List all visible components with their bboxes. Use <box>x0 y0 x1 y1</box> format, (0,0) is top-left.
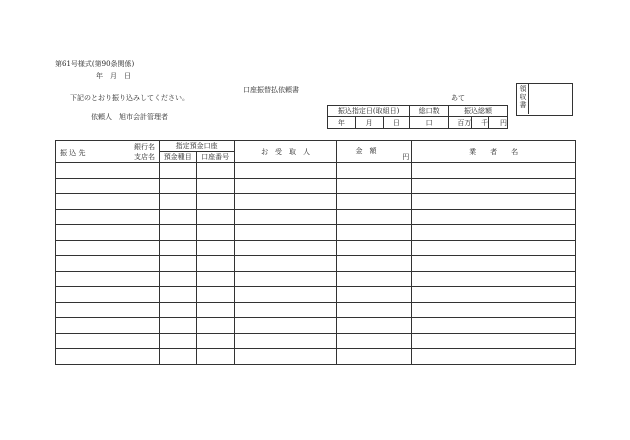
table-cell[interactable] <box>337 178 412 194</box>
branch-name-label: 支店名 <box>134 153 155 161</box>
table-cell[interactable] <box>337 194 412 210</box>
bank-name-label: 銀行名 <box>134 143 155 151</box>
table-cell[interactable] <box>412 163 576 179</box>
table-cell[interactable] <box>196 287 234 303</box>
table-cell[interactable] <box>337 256 412 272</box>
table-cell[interactable] <box>196 271 234 287</box>
table-cell[interactable] <box>159 302 196 318</box>
instruction-text: 下記のとおり振り込みしてください。 <box>70 94 189 102</box>
table-cell[interactable] <box>412 178 576 194</box>
table-cell[interactable] <box>56 333 160 349</box>
table-cell[interactable] <box>337 240 412 256</box>
destination-label: 振 込 先 <box>60 149 86 157</box>
table-row <box>56 256 576 272</box>
table-cell[interactable] <box>337 333 412 349</box>
table-cell[interactable] <box>196 194 234 210</box>
table-cell[interactable] <box>196 209 234 225</box>
table-cell[interactable] <box>337 271 412 287</box>
amount-header <box>337 141 412 163</box>
addressee-suffix: あて <box>451 94 465 102</box>
million-cell: 百万 <box>449 117 472 129</box>
designated-account-header: 指定預金口座 <box>159 141 234 152</box>
table-cell[interactable] <box>337 318 412 334</box>
requester-text: 依頼人 旭市会計管理者 <box>91 113 168 121</box>
table-row <box>56 302 576 318</box>
date-header: 振込指定日(取組日) <box>328 106 410 117</box>
table-cell[interactable] <box>56 240 160 256</box>
table-cell[interactable] <box>234 349 337 365</box>
table-cell[interactable] <box>337 209 412 225</box>
table-cell[interactable] <box>159 163 196 179</box>
table-cell[interactable] <box>159 271 196 287</box>
table-cell[interactable] <box>159 225 196 241</box>
business-header: 業 者 名 <box>412 141 576 163</box>
table-row <box>56 178 576 194</box>
table-cell[interactable] <box>412 333 576 349</box>
table-cell[interactable] <box>196 240 234 256</box>
amount-unit: 円 <box>402 153 410 161</box>
table-cell[interactable] <box>159 240 196 256</box>
table-cell[interactable] <box>234 178 337 194</box>
table-cell[interactable] <box>159 318 196 334</box>
table-cell[interactable] <box>196 225 234 241</box>
table-cell[interactable] <box>196 333 234 349</box>
yen-cell: 円 <box>489 117 508 129</box>
table-cell[interactable] <box>234 209 337 225</box>
table-cell[interactable] <box>234 163 337 179</box>
summary-table <box>327 105 508 129</box>
table-cell[interactable] <box>56 349 160 365</box>
table-cell[interactable] <box>337 163 412 179</box>
form-number: 第61号様式(第90条関係) <box>55 60 135 68</box>
table-row <box>56 287 576 303</box>
receipt-label: 領収書 <box>519 85 527 109</box>
table-cell[interactable] <box>412 209 576 225</box>
table-cell[interactable] <box>412 349 576 365</box>
deposit-type-header: 預金種目 <box>159 152 196 163</box>
table-cell[interactable] <box>234 256 337 272</box>
table-cell[interactable] <box>196 318 234 334</box>
table-cell[interactable] <box>234 318 337 334</box>
table-cell[interactable] <box>234 240 337 256</box>
table-row <box>56 349 576 365</box>
amount-label: 金 額 <box>355 147 377 155</box>
count-header: 総口数 <box>410 106 449 117</box>
date-line: 年 月 日 <box>96 72 131 80</box>
account-number-header: 口座番号 <box>196 152 234 163</box>
table-cell[interactable] <box>159 287 196 303</box>
table-row <box>56 194 576 210</box>
table-cell[interactable] <box>159 209 196 225</box>
year-cell: 年 <box>328 117 356 129</box>
table-cell[interactable] <box>159 349 196 365</box>
table-cell[interactable] <box>412 256 576 272</box>
table-cell[interactable] <box>159 194 196 210</box>
table-cell[interactable] <box>412 287 576 303</box>
table-cell[interactable] <box>196 178 234 194</box>
table-cell[interactable] <box>56 178 160 194</box>
table-cell[interactable] <box>337 287 412 303</box>
table-row <box>56 240 576 256</box>
table-cell[interactable] <box>159 333 196 349</box>
table-cell[interactable] <box>412 302 576 318</box>
transfer-table <box>55 140 576 365</box>
table-cell[interactable] <box>337 302 412 318</box>
count-unit-cell: 口 <box>410 117 449 129</box>
table-cell[interactable] <box>412 271 576 287</box>
recipient-header: お 受 取 人 <box>234 141 337 163</box>
table-row <box>56 318 576 334</box>
form-title: 口座振替払依頼書 <box>243 86 299 94</box>
table-cell[interactable] <box>56 225 160 241</box>
table-cell[interactable] <box>159 256 196 272</box>
month-cell: 月 <box>355 117 383 129</box>
table-row <box>56 209 576 225</box>
table-cell[interactable] <box>56 163 160 179</box>
table-row <box>56 163 576 179</box>
destination-header <box>56 141 160 163</box>
table-cell[interactable] <box>56 256 160 272</box>
table-cell[interactable] <box>234 302 337 318</box>
table-cell[interactable] <box>196 302 234 318</box>
total-header: 振込総額 <box>449 106 508 117</box>
table-cell[interactable] <box>412 240 576 256</box>
table-cell[interactable] <box>56 271 160 287</box>
table-cell[interactable] <box>337 349 412 365</box>
thousand-cell: 千 <box>472 117 489 129</box>
table-row <box>56 225 576 241</box>
table-cell[interactable] <box>234 225 337 241</box>
table-cell[interactable] <box>234 194 337 210</box>
table-cell[interactable] <box>234 287 337 303</box>
table-cell[interactable] <box>56 194 160 210</box>
table-cell[interactable] <box>56 287 160 303</box>
table-cell[interactable] <box>56 318 160 334</box>
table-cell[interactable] <box>412 225 576 241</box>
table-cell[interactable] <box>56 302 160 318</box>
table-cell[interactable] <box>234 333 337 349</box>
table-row <box>56 271 576 287</box>
receipt-divider <box>528 83 529 114</box>
table-cell[interactable] <box>196 163 234 179</box>
table-row <box>56 333 576 349</box>
table-cell[interactable] <box>159 178 196 194</box>
table-cell[interactable] <box>412 318 576 334</box>
table-cell[interactable] <box>56 209 160 225</box>
table-cell[interactable] <box>196 349 234 365</box>
day-cell: 日 <box>383 117 410 129</box>
table-cell[interactable] <box>412 194 576 210</box>
table-cell[interactable] <box>337 225 412 241</box>
table-cell[interactable] <box>196 256 234 272</box>
table-cell[interactable] <box>234 271 337 287</box>
